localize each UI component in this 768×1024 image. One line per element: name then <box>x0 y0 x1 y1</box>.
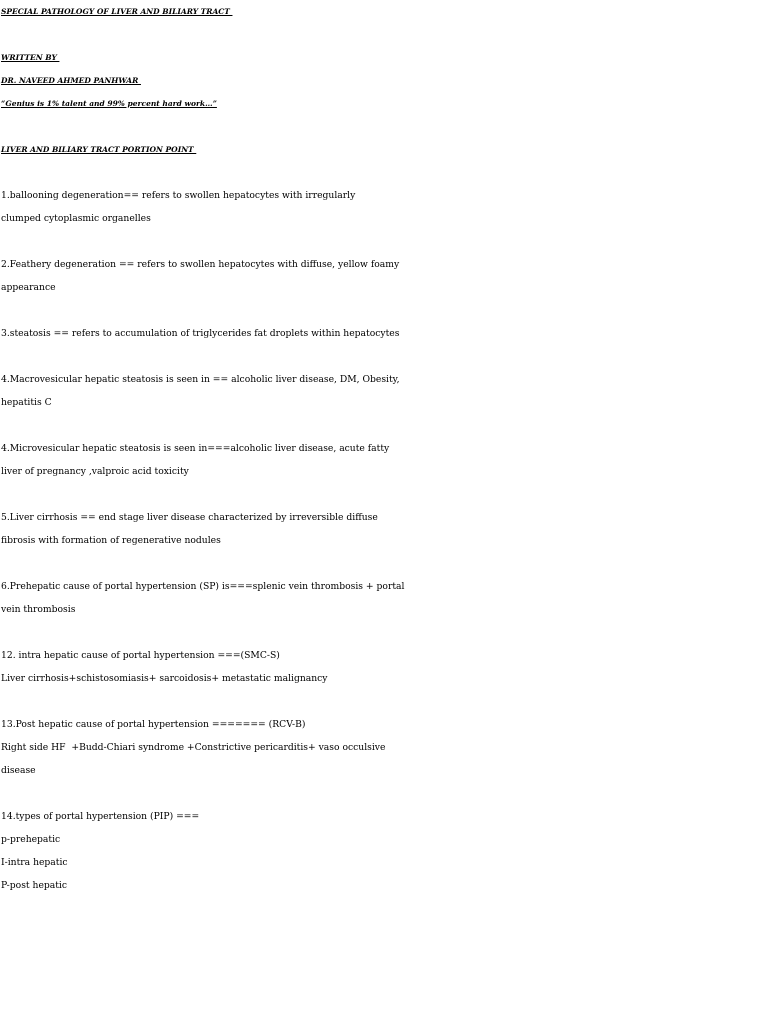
point-line: P-post hepatic <box>1 880 68 891</box>
point-line: liver of pregnancy ,valproic acid toxicity <box>1 466 189 477</box>
point-line: 1.ballooning degeneration== refers to swollen hepatocytes with irregularly <box>1 190 356 201</box>
point-line: disease <box>1 765 36 776</box>
spacer <box>1 299 767 322</box>
spacer <box>1 23 767 46</box>
spacer <box>1 115 767 138</box>
point-line: 6.Prehepatic cause of portal hypertension (SP) is===splenic vein thrombosis + portal <box>1 581 405 592</box>
point-line: 5.Liver cirrhosis == end stage liver disease characterized by irreversible diffuse <box>1 512 378 523</box>
document-page <box>1 0 767 897</box>
spacer <box>1 230 767 253</box>
spacer <box>1 161 767 184</box>
spacer <box>1 552 767 575</box>
document-title: SPECIAL PATHOLOGY OF LIVER AND BILIARY TRACT <box>1 7 233 16</box>
point-line: 12. intra hepatic cause of portal hypertension ===(SMC-S) <box>1 650 280 661</box>
spacer <box>1 345 767 368</box>
author-name: DR. NAVEED AHMED PANHWAR <box>1 76 141 85</box>
point-line: vein thrombosis <box>1 604 76 615</box>
point-line: fibrosis with formation of regenerative nodules <box>1 535 221 546</box>
point-line: 14.types of portal hypertension (PIP) === <box>1 811 200 822</box>
point-line: 3.steatosis == refers to accumulation of triglycerides fat droplets within hepatocytes <box>1 328 400 339</box>
spacer <box>1 621 767 644</box>
point-line: 4.Macrovesicular hepatic steatosis is seen in == alcoholic liver disease, DM, Obesity, <box>1 374 400 385</box>
point-line: I-intra hepatic <box>1 857 68 868</box>
point-line: 4.Microvesicular hepatic steatosis is seen in===alcoholic liver disease, acute fatty <box>1 443 390 454</box>
spacer <box>1 690 767 713</box>
spacer <box>1 414 767 437</box>
spacer <box>1 483 767 506</box>
point-line: Right side HF +Budd-Chiari syndrome +Constrictive pericarditis+ vaso occulsive <box>1 742 386 753</box>
section-heading: LIVER AND BILIARY TRACT PORTION POINT <box>1 145 197 154</box>
point-line: clumped cytoplasmic organelles <box>1 213 151 224</box>
point-line: 2.Feathery degeneration == refers to swollen hepatocytes with diffuse, yellow foamy <box>1 259 400 270</box>
point-line: Liver cirrhosis+schistosomiasis+ sarcoidosis+ metastatic malignancy <box>1 673 328 684</box>
point-line: hepatitis C <box>1 397 52 408</box>
point-line: p-prehepatic <box>1 834 61 845</box>
written-by-label: WRITTEN BY <box>1 53 60 62</box>
spacer <box>1 782 767 805</box>
quote: “Genius is 1% talent and 99% percent hard work…” <box>1 99 217 108</box>
point-line: appearance <box>1 282 56 293</box>
point-line: 13.Post hepatic cause of portal hypertension ======= (RCV-B) <box>1 719 306 730</box>
